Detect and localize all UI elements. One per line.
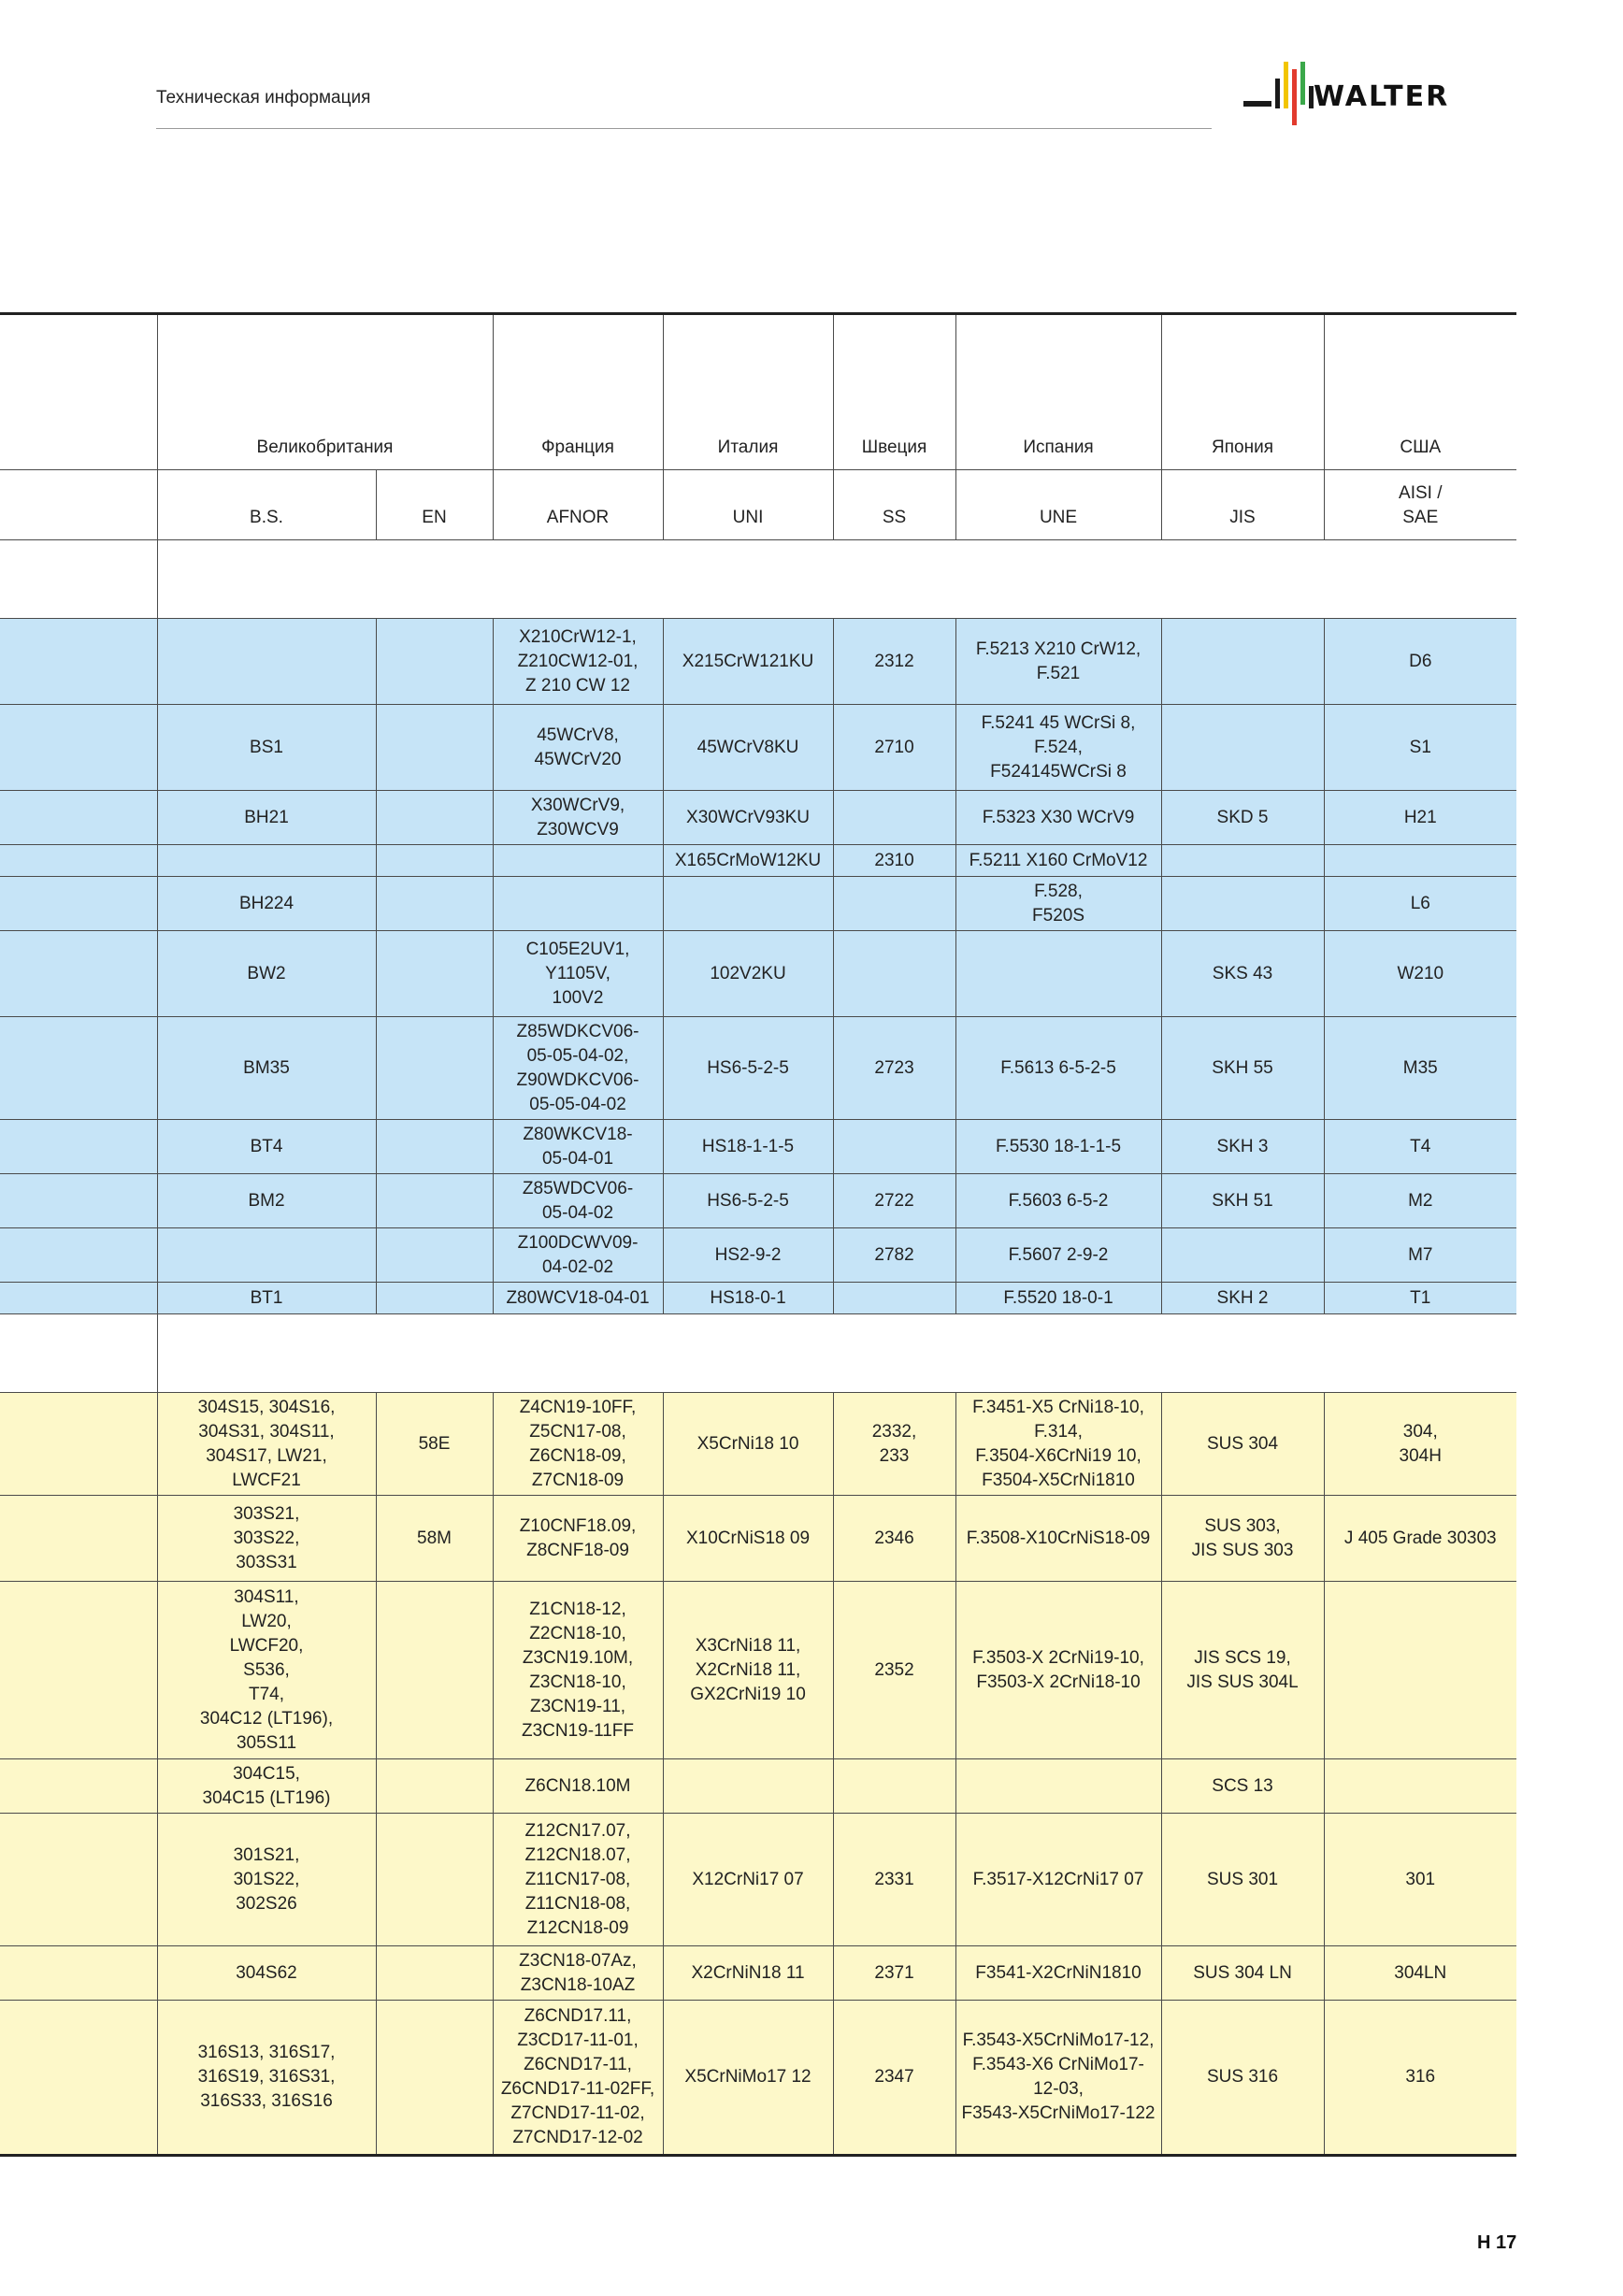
cell-ss: 2310 <box>833 845 955 877</box>
cell-en <box>376 705 493 791</box>
cell-en <box>376 845 493 877</box>
cell-aisi: 304LN <box>1324 1946 1516 2001</box>
cell-en <box>376 1228 493 1283</box>
header-spacer-cell <box>0 470 157 540</box>
cell-en <box>376 1759 493 1814</box>
standard-une: UNE <box>955 470 1161 540</box>
country-japan: Япония <box>1161 314 1324 470</box>
standard-bs: B.S. <box>157 470 376 540</box>
cell-bs: BS1 <box>157 705 376 791</box>
cell-uni: HS6-5-2-5 <box>663 1017 833 1120</box>
table-row <box>0 1496 1516 1582</box>
cell-jis: SUS 301 <box>1161 1814 1324 1946</box>
cell-bs: BW2 <box>157 931 376 1017</box>
cell-en <box>376 1017 493 1120</box>
country-header-row <box>0 314 1516 470</box>
cell-jis: SKH 55 <box>1161 1017 1324 1120</box>
cell-ss: 2723 <box>833 1017 955 1120</box>
cell-aisi: 301 <box>1324 1814 1516 1946</box>
cell-bs: 316S13, 316S17, 316S19, 316S31, 316S33, 316S16 <box>157 2001 376 2156</box>
cell-une: F.5213 X210 CrW12, F.521 <box>955 619 1161 705</box>
cell-jis <box>1161 705 1324 791</box>
cell-en <box>376 1283 493 1314</box>
cell-jis: SUS 304 LN <box>1161 1946 1324 2001</box>
header-divider <box>156 128 1212 129</box>
row-leading-cell <box>0 877 157 931</box>
cell-bs: 303S21, 303S22, 303S31 <box>157 1496 376 1582</box>
standard-jis: JIS <box>1161 470 1324 540</box>
cell-aisi: M35 <box>1324 1017 1516 1120</box>
cell-bs <box>157 619 376 705</box>
cell-uni: HS6-5-2-5 <box>663 1174 833 1228</box>
cell-aisi: T1 <box>1324 1283 1516 1314</box>
row-leading-cell <box>0 1174 157 1228</box>
row-leading-cell <box>0 1393 157 1496</box>
cell-une: F.528, F520S <box>955 877 1161 931</box>
cell-une: F3541-X2CrNiN1810 <box>955 1946 1161 2001</box>
cell-en <box>376 1120 493 1174</box>
table-row <box>0 1174 1516 1228</box>
table-row <box>0 1017 1516 1120</box>
cell-uni: X165CrMoW12KU <box>663 845 833 877</box>
cell-afnor: Z10CNF18.09, Z8CNF18-09 <box>493 1496 663 1582</box>
cell-en <box>376 1814 493 1946</box>
country-sweden: Швеция <box>833 314 955 470</box>
table-row <box>0 1393 1516 1496</box>
cell-ss: 2722 <box>833 1174 955 1228</box>
cell-afnor: Z80WCV18-04-01 <box>493 1283 663 1314</box>
cell-jis: SKH 51 <box>1161 1174 1324 1228</box>
cell-uni: X10CrNiS18 09 <box>663 1496 833 1582</box>
cell-jis: SKH 2 <box>1161 1283 1324 1314</box>
cell-une <box>955 1759 1161 1814</box>
cell-uni: X5CrNiMo17 12 <box>663 2001 833 2156</box>
cell-ss <box>833 931 955 1017</box>
row-leading-cell <box>0 1283 157 1314</box>
cell-jis <box>1161 877 1324 931</box>
cell-une: F.3543-X5CrNiMo17-12, F.3543-X6 CrNiMo17- 12-03, F3543-X5CrNiMo17-122 <box>955 2001 1161 2156</box>
page-section-title: Техническая информация <box>156 88 371 108</box>
cell-aisi: 316 <box>1324 2001 1516 2156</box>
cell-uni: X5CrNi18 10 <box>663 1393 833 1496</box>
cell-ss: 2352 <box>833 1582 955 1759</box>
cell-jis: SCS 13 <box>1161 1759 1324 1814</box>
cell-afnor: C105E2UV1, Y1105V, 100V2 <box>493 931 663 1017</box>
cell-aisi: D6 <box>1324 619 1516 705</box>
cell-bs: 304S15, 304S16, 304S31, 304S11, 304S17, LW21, LWCF21 <box>157 1393 376 1496</box>
cell-jis <box>1161 1228 1324 1283</box>
cell-jis: SUS 303, JIS SUS 303 <box>1161 1496 1324 1582</box>
row-leading-cell <box>0 791 157 845</box>
row-leading-cell <box>0 1759 157 1814</box>
cell-une <box>955 931 1161 1017</box>
cell-en <box>376 1174 493 1228</box>
cell-ss: 2710 <box>833 705 955 791</box>
table-row <box>0 931 1516 1017</box>
cell-bs <box>157 1228 376 1283</box>
cell-en <box>376 931 493 1017</box>
cell-bs <box>157 845 376 877</box>
cell-bs: BH21 <box>157 791 376 845</box>
cell-une: F.5211 X160 CrMoV12 <box>955 845 1161 877</box>
cell-en: 58E <box>376 1393 493 1496</box>
cell-ss <box>833 877 955 931</box>
cell-ss <box>833 1120 955 1174</box>
cell-afnor: X210CrW12-1, Z210CW12-01, Z 210 CW 12 <box>493 619 663 705</box>
cell-en <box>376 2001 493 2156</box>
cell-en: 58M <box>376 1496 493 1582</box>
cell-afnor: Z80WKCV18- 05-04-01 <box>493 1120 663 1174</box>
table-row <box>0 619 1516 705</box>
row-leading-cell <box>0 705 157 791</box>
cell-uni: 102V2KU <box>663 931 833 1017</box>
cell-aisi: T4 <box>1324 1120 1516 1174</box>
standard-aisi-sae: AISI / SAE <box>1324 470 1516 540</box>
walter-logo-text: WALTER <box>1314 80 1450 113</box>
cell-afnor: Z12CN17.07, Z12CN18.07, Z11CN17-08, Z11CN18-08, Z12CN18-09 <box>493 1814 663 1946</box>
cell-en <box>376 1946 493 2001</box>
cell-aisi: S1 <box>1324 705 1516 791</box>
header-spacer-cell <box>0 314 157 470</box>
cell-ss: 2346 <box>833 1496 955 1582</box>
cell-ss <box>833 1759 955 1814</box>
cell-ss: 2331 <box>833 1814 955 1946</box>
cell-bs: 301S21, 301S22, 302S26 <box>157 1814 376 1946</box>
cell-uni: HS18-1-1-5 <box>663 1120 833 1174</box>
cell-aisi: M7 <box>1324 1228 1516 1283</box>
cell-afnor: Z100DCWV09- 04-02-02 <box>493 1228 663 1283</box>
table-row <box>0 1120 1516 1174</box>
row-leading-cell <box>0 1496 157 1582</box>
cell-en <box>376 619 493 705</box>
country-usa: США <box>1324 314 1516 470</box>
cell-une: F.3508-X10CrNiS18-09 <box>955 1496 1161 1582</box>
cell-aisi <box>1324 1759 1516 1814</box>
standard-header-row <box>0 470 1516 540</box>
cell-aisi: W210 <box>1324 931 1516 1017</box>
cell-une: F.5613 6-5-2-5 <box>955 1017 1161 1120</box>
material-comparison-table <box>0 312 1516 2157</box>
cell-afnor: X30WCrV9, Z30WCV9 <box>493 791 663 845</box>
cell-ss: 2371 <box>833 1946 955 2001</box>
cell-uni: HS2-9-2 <box>663 1228 833 1283</box>
cell-uni: 45WCrV8KU <box>663 705 833 791</box>
table-row <box>0 1814 1516 1946</box>
cell-une: F.5323 X30 WCrV9 <box>955 791 1161 845</box>
table-row <box>0 1228 1516 1283</box>
cell-bs: BT4 <box>157 1120 376 1174</box>
cell-jis <box>1161 619 1324 705</box>
cell-une: F.3517-X12CrNi17 07 <box>955 1814 1161 1946</box>
cell-jis: SKS 43 <box>1161 931 1324 1017</box>
cell-une: F.5530 18-1-1-5 <box>955 1120 1161 1174</box>
cell-afnor <box>493 845 663 877</box>
cell-une: F.5603 6-5-2 <box>955 1174 1161 1228</box>
cell-ss: 2312 <box>833 619 955 705</box>
cell-jis: SUS 304 <box>1161 1393 1324 1496</box>
cell-ss: 2347 <box>833 2001 955 2156</box>
cell-bs: BM2 <box>157 1174 376 1228</box>
table-row <box>0 791 1516 845</box>
cell-uni: X30WCrV93KU <box>663 791 833 845</box>
spacer-cell <box>0 1314 157 1393</box>
spacer-cell <box>157 1314 1516 1393</box>
row-leading-cell <box>0 1120 157 1174</box>
cell-aisi: J 405 Grade 30303 <box>1324 1496 1516 1582</box>
row-leading-cell <box>0 931 157 1017</box>
cell-en <box>376 877 493 931</box>
section-spacer-row <box>0 1314 1516 1393</box>
cell-uni: X12CrNi17 07 <box>663 1814 833 1946</box>
cell-aisi: L6 <box>1324 877 1516 931</box>
cell-en <box>376 1582 493 1759</box>
row-leading-cell <box>0 2001 157 2156</box>
cell-afnor: Z4CN19-10FF, Z5CN17-08, Z6CN18-09, Z7CN18-09 <box>493 1393 663 1496</box>
cell-ss: 2782 <box>833 1228 955 1283</box>
row-leading-cell <box>0 619 157 705</box>
cell-uni: X215CrW121KU <box>663 619 833 705</box>
row-leading-cell <box>0 1814 157 1946</box>
cell-afnor: Z6CN18.10M <box>493 1759 663 1814</box>
standard-uni: UNI <box>663 470 833 540</box>
cell-jis: SUS 316 <box>1161 2001 1324 2156</box>
spacer-cell <box>0 540 157 619</box>
cell-afnor: Z85WDKCV06- 05-05-04-02, Z90WDKCV06- 05-05-04-02 <box>493 1017 663 1120</box>
table-row <box>0 1283 1516 1314</box>
cell-uni <box>663 877 833 931</box>
table-row <box>0 845 1516 877</box>
cell-aisi: H21 <box>1324 791 1516 845</box>
cell-une: F.3451-X5 CrNi18-10, F.314, F.3504-X6CrNi19 10, F3504-X5CrNi1810 <box>955 1393 1161 1496</box>
row-leading-cell <box>0 1582 157 1759</box>
cell-jis: SKD 5 <box>1161 791 1324 845</box>
country-uk: Великобритания <box>157 314 493 470</box>
cell-uni: X3CrNi18 11, X2CrNi18 11, GX2CrNi19 10 <box>663 1582 833 1759</box>
page-number: H 17 <box>1477 2232 1517 2253</box>
cell-une: F.3503-X 2CrNi19-10, F3503-X 2CrNi18-10 <box>955 1582 1161 1759</box>
cell-ss <box>833 791 955 845</box>
table-row <box>0 1582 1516 1759</box>
cell-afnor: Z85WDCV06- 05-04-02 <box>493 1174 663 1228</box>
table-row <box>0 1946 1516 2001</box>
row-leading-cell <box>0 1228 157 1283</box>
standard-en: EN <box>376 470 493 540</box>
row-leading-cell <box>0 1946 157 2001</box>
section-spacer-row <box>0 540 1516 619</box>
table-row <box>0 1759 1516 1814</box>
cell-ss: 2332, 233 <box>833 1393 955 1496</box>
country-spain: Испания <box>955 314 1161 470</box>
table-row <box>0 705 1516 791</box>
country-france: Франция <box>493 314 663 470</box>
standard-afnor: AFNOR <box>493 470 663 540</box>
cell-en <box>376 791 493 845</box>
cell-une: F.5241 45 WCrSi 8, F.524, F524145WCrSi 8 <box>955 705 1161 791</box>
spacer-cell <box>157 540 1516 619</box>
country-italy: Италия <box>663 314 833 470</box>
cell-bs: 304S11, LW20, LWCF20, S536, T74, 304C12 (LT196), 305S11 <box>157 1582 376 1759</box>
cell-jis <box>1161 845 1324 877</box>
row-leading-cell <box>0 845 157 877</box>
table-row <box>0 2001 1516 2156</box>
cell-aisi <box>1324 845 1516 877</box>
table-row <box>0 877 1516 931</box>
cell-afnor: Z1CN18-12, Z2CN18-10, Z3CN19.10M, Z3CN18-10, Z3CN19-11, Z3CN19-11FF <box>493 1582 663 1759</box>
row-leading-cell <box>0 1017 157 1120</box>
cell-jis: SKH 3 <box>1161 1120 1324 1174</box>
cell-une: F.5520 18-0-1 <box>955 1283 1161 1314</box>
cell-uni: X2CrNiN18 11 <box>663 1946 833 2001</box>
cell-aisi: M2 <box>1324 1174 1516 1228</box>
cell-bs: BH224 <box>157 877 376 931</box>
cell-bs: 304C15, 304C15 (LT196) <box>157 1759 376 1814</box>
cell-bs: 304S62 <box>157 1946 376 2001</box>
cell-afnor: 45WCrV8, 45WCrV20 <box>493 705 663 791</box>
cell-aisi: 304, 304H <box>1324 1393 1516 1496</box>
cell-uni <box>663 1759 833 1814</box>
cell-aisi <box>1324 1582 1516 1759</box>
cell-bs: BM35 <box>157 1017 376 1120</box>
cell-bs: BT1 <box>157 1283 376 1314</box>
cell-afnor: Z3CN18-07Az, Z3CN18-10AZ <box>493 1946 663 2001</box>
cell-afnor: Z6CND17.11, Z3CD17-11-01, Z6CND17-11, Z6CND17-11-02FF, Z7CND17-11-02, Z7CND17-12-02 <box>493 2001 663 2156</box>
cell-ss <box>833 1283 955 1314</box>
cell-une: F.5607 2-9-2 <box>955 1228 1161 1283</box>
walter-logo <box>1243 58 1516 133</box>
cell-afnor <box>493 877 663 931</box>
cell-jis: JIS SCS 19, JIS SUS 304L <box>1161 1582 1324 1759</box>
standard-ss: SS <box>833 470 955 540</box>
cell-uni: HS18-0-1 <box>663 1283 833 1314</box>
